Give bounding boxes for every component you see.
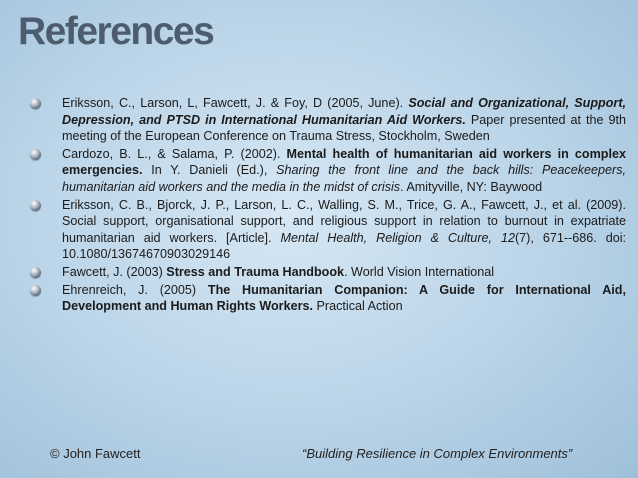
bullet-icon: [30, 149, 41, 160]
reference-item: [30, 146, 626, 196]
reference-authors: Fawcett, J. (2003): [62, 264, 163, 279]
reference-item: [30, 197, 626, 263]
reference-authors: Ehrenreich, J. (2005): [62, 282, 197, 297]
bullet-icon: [30, 267, 41, 278]
bullet-icon: [30, 285, 41, 296]
reference-editor: In Y. Danieli (Ed.),: [151, 163, 268, 178]
reference-authors: Eriksson, C. B., Bjorck, J. P., Larson, L. C., Walling, S. M., Trice, G. A., Fawcett, J., et al. (2009). Social support, organisational support, and religious support in relation to burnout in expatriate humanitarian aid workers. [Article].: [62, 197, 626, 245]
reference-journal: Mental Health, Religion & Culture, 12: [280, 230, 515, 245]
reference-book: Sharing the front line and the back hills: Peacekeepers, humanitarian aid workers and the media in the midst of crisis: [62, 163, 627, 194]
slide-title: References: [18, 10, 214, 53]
reference-title: Mental health of humanitarian aid workers in complex emergencies.: [62, 146, 626, 178]
reference-details: . Amityville, NY: Baywood: [400, 179, 543, 194]
reference-details: (7), 671--686. doi: 10.1080/13674670903029146: [62, 230, 626, 262]
reference-details: Practical Action: [316, 299, 403, 314]
bullet-icon: [30, 200, 41, 211]
bullet-icon: [30, 98, 41, 109]
reference-item: [30, 282, 626, 315]
reference-title: The Humanitarian Companion: A Guide for International Aid, Development and Human Rights Workers.: [62, 282, 626, 314]
reference-details: Paper presented at the 9th meeting of the European Conference on Trauma Stress, Stockholm, Sweden: [62, 112, 627, 144]
reference-item: [30, 95, 626, 145]
reference-title: Social and Organizational, Support, Depression, and PTSD in International Humanitarian Aid Workers.: [62, 96, 627, 127]
reference-item: [30, 264, 626, 281]
footer-copyright: © John Fawcett: [50, 446, 141, 461]
reference-authors: Cardozo, B. L., & Salama, P. (2002).: [62, 146, 281, 161]
reference-details: . World Vision International: [344, 264, 495, 279]
reference-title: Stress and Trauma Handbook: [166, 264, 345, 279]
reference-authors: Eriksson, C., Larson, L, Fawcett, J. & Foy, D (2005, June).: [62, 96, 404, 110]
reference-list: [30, 95, 626, 316]
footer-tagline: “Building Resilience in Complex Environments”: [302, 446, 573, 461]
